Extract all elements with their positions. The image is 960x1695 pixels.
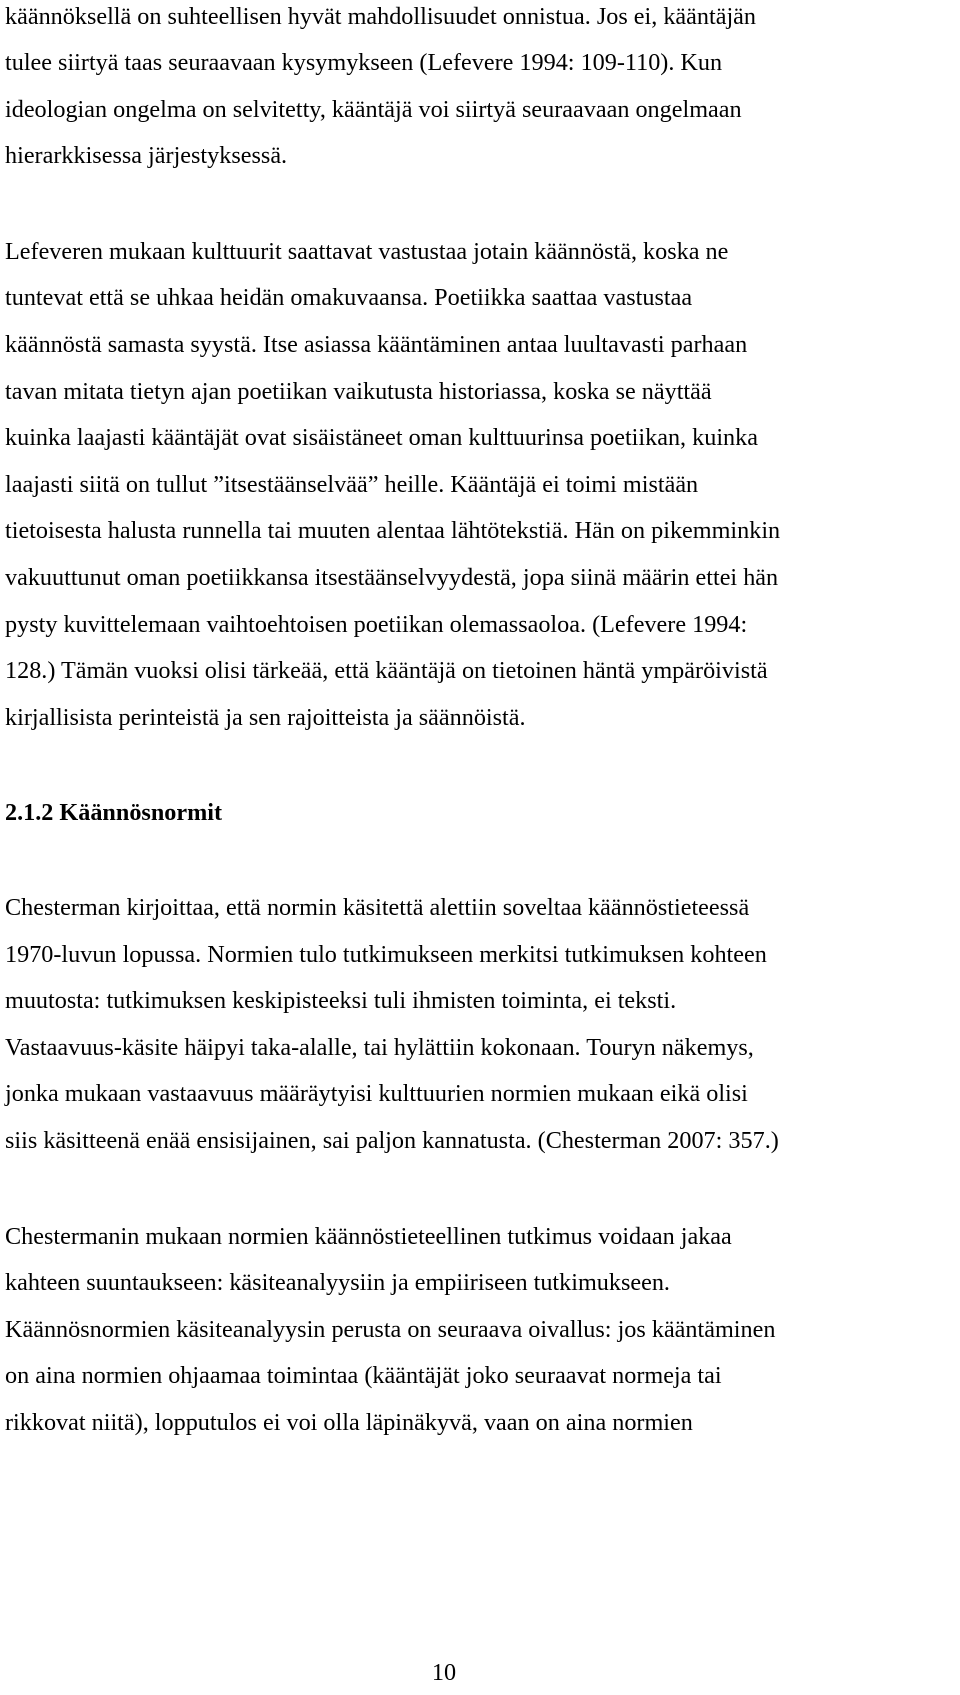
- text-line: Lefeveren mukaan kulttuurit saattavat vastustaa jotain käännöstä, koska ne: [5, 238, 729, 265]
- text-line: Chestermanin mukaan normien käännöstieteellinen tutkimus voidaan jakaa: [5, 1223, 732, 1250]
- text-line: Vastaavuus-käsite häipyi taka-alalle, tai hylättiin kokonaan. Touryn näkemys,: [5, 1034, 754, 1061]
- text-line: kuinka laajasti kääntäjät ovat sisäistäneet oman kulttuurinsa poetiikan, kuinka: [5, 424, 758, 451]
- text-line: käännöstä samasta syystä. Itse asiassa kääntäminen antaa luultavasti parhaan: [5, 331, 748, 358]
- text-line: 1970-luvun lopussa. Normien tulo tutkimukseen merkitsi tutkimuksen kohteen: [5, 941, 767, 968]
- text-line: Käännösnormien käsiteanalyysin perusta on seuraava oivallus: jos kääntäminen: [5, 1316, 776, 1343]
- text-line: ideologian ongelma on selvitetty, kääntäjä voi siirtyä seuraavaan ongelmaan: [5, 96, 742, 123]
- text-line: kirjallisista perinteistä ja sen rajoitteista ja säännöistä.: [5, 704, 526, 731]
- text-line: tulee siirtyä taas seuraavaan kysymykseen (Lefevere 1994: 109-110). Kun: [5, 49, 723, 76]
- text-line: jonka mukaan vastaavuus määräytyisi kulttuurien normien mukaan eikä olisi: [5, 1080, 748, 1107]
- text-line: käännöksellä on suhteellisen hyvät mahdollisuudet onnistua. Jos ei, kääntäjän: [5, 3, 756, 30]
- text-line: vakuuttunut oman poetiikkansa itsestäänselvyydestä, jopa siinä määrin ettei hän: [5, 564, 779, 591]
- text-line: kahteen suuntaukseen: käsiteanalyysiin ja empiiriseen tutkimukseen.: [5, 1269, 670, 1296]
- text-line: tavan mitata tietyn ajan poetiikan vaikutusta historiassa, koska se näyttää: [5, 378, 712, 405]
- text-line: siis käsitteenä enää ensisijainen, sai paljon kannatusta. (Chesterman 2007: 357.): [5, 1127, 779, 1154]
- text-line: Chesterman kirjoittaa, että normin käsitettä alettiin soveltaa käännöstieteessä: [5, 894, 750, 921]
- text-line: on aina normien ohjaamaa toimintaa (kääntäjät joko seuraavat normeja tai: [5, 1362, 722, 1389]
- text-line: tietoisesta halusta runnella tai muuten alentaa lähtötekstiä. Hän on pikemminkin: [5, 517, 781, 544]
- text-line: hierarkkisessa järjestyksessä.: [5, 142, 288, 169]
- text-line: muutosta: tutkimuksen keskipisteeksi tuli ihmisten toiminta, ei teksti.: [5, 987, 677, 1014]
- text-line: 128.) Tämän vuoksi olisi tärkeää, että kääntäjä on tietoinen häntä ympäröivistä: [5, 657, 768, 684]
- text-line: pysty kuvittelemaan vaihtoehtoisen poetiikan olemassaoloa. (Lefevere 1994:: [5, 611, 748, 638]
- section-heading: 2.1.2 Käännösnormit: [5, 799, 223, 826]
- text-line: laajasti siitä on tullut ”itsestäänselvää” heille. Kääntäjä ei toimi mistään: [5, 471, 699, 498]
- text-line: tuntevat että se uhkaa heidän omakuvaansa. Poetiikka saattaa vastustaa: [5, 284, 693, 311]
- text-line: rikkovat niitä), lopputulos ei voi olla läpinäkyvä, vaan on aina normien: [5, 1409, 693, 1436]
- page-number: 10: [431, 1659, 457, 1686]
